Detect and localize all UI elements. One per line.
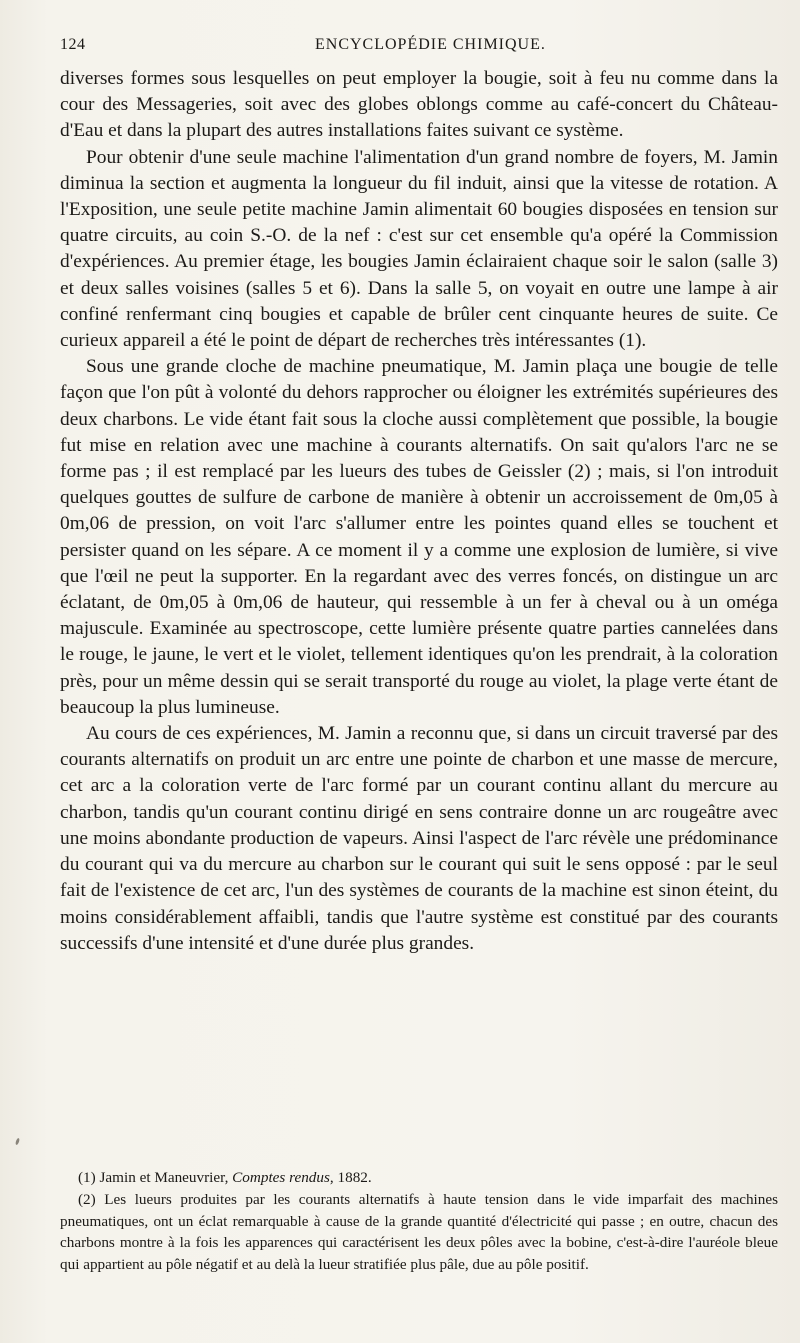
page-header: [60, 36, 772, 58]
footnote-1: [60, 1167, 778, 1189]
footnote-1-prefix: (1) Jamin et Maneuvrier,: [78, 1169, 233, 1186]
paragraph-2: Pour obtenir d'une seule machine l'alimentation d'un grand nombre de foyers, M. Jamin diminua la section et augmenta la longueur du fil induit, ainsi que la vitesse de rotation. A l'Exposition, une seule petite machine Jamin alimentait 60 bougies disposées en tension sur quatre circuits, au coin S.-O. de la nef : c'est sur cet ensemble qu'a opéré la Commission d'expériences. Au premier étage, les bougies Jamin éclairaient chaque soir le salon (salle 3) et deux salles voisines (salles 5 et 6). Dans la salle 5, on voyait en outre une lampe à air confiné renfermant cinq bougies et capable de brûler cent cinquante heures de suite. Ce curieux appareil a été le point de départ de recherches très intéressantes (1).: [60, 146, 778, 352]
margin-ink-mark: [15, 1138, 20, 1146]
paragraph-3: Sous une grande cloche de machine pneumatique, M. Jamin plaça une bougie de telle façon que l'on pût à volonté du dehors rapprocher ou éloigner les extrémités supérieures des deux charbons. Le vide étant fait sous la cloche aussi complètement que possible, la bougie fut mise en relation avec une machine à courants alternatifs. On sait qu'alors l'arc ne se forme pas ; il est remplacé par les lueurs des tubes de Geissler (2) ; mais, si l'on introduit quelques gouttes de sulfure de carbone de manière à obtenir un accroissement de 0m,05 à 0m,06 de pression, on voit l'arc s'allumer entre les pointes quand elles se touchent et persister quand on les sépare. A ce moment il y a comme une explosion de lumière, si vive que l'œil ne peut la supporter. En la regardant avec des verres foncés, on distingue un arc éclatant, de 0m,05 à 0m,06 de hauteur, qui ressemble à un fer à cheval ou à un oméga majuscule. Examinée au spectroscope, cette lumière présente quatre parties cannelées dans le rouge, le jaune, le vert et le violet, tellement identiques qu'on les prendrait, à la coloration près, pour un même dessin qui se serait transporté du rouge au violet, la plage verte étant de beaucoup la plus lumineuse.: [60, 356, 778, 718]
footnote-2: (2) Les lueurs produites par les courants alternatifs à haute tension dans le vide imparfait des machines pneumatiques, ont un éclat remarquable à cause de la grande quantité d'électricité qui passe ; en outre, chacun des charbons montre à la fois les apparences qui caractérisent les deux pôles avec la bobine, c'est-à-dire l'auréole bleue qui appartient au pôle négatif et au delà la lueur stratifiée plus pâle, due au pôle positif.: [60, 1190, 778, 1274]
footnote-1-suffix: , 1882.: [329, 1169, 372, 1186]
footnotes: [60, 1167, 778, 1276]
running-head: ENCYCLOPÉDIE CHIMIQUE.: [315, 36, 546, 53]
paragraph-1: diverses formes sous lesquelles on peut employer la bougie, soit à feu nu comme dans la cour des Messageries, soit avec des globes oblongs comme au café-concert du Château-d'Eau et dans la plupart des autres installations faites suivant ce système.: [60, 68, 778, 142]
body-text: [60, 66, 778, 957]
paragraph-4: Au cours de ces expériences, M. Jamin a reconnu que, si dans un circuit traversé par des courants alternatifs on produit un arc entre une pointe de charbon et une masse de mercure, cet arc a la coloration verte de l'arc formé par un courant continu allant du mercure au charbon, tandis qu'un courant continu dirigé en sens contraire donne un arc rougeâtre avec une moins abondante production de vapeurs. Ainsi l'aspect de l'arc révèle une prédominance du courant qui va du mercure au charbon sur le courant qui suit le sens opposé : par le seul fait de l'existence de cet arc, l'un des systèmes de courants de la machine est sinon éteint, du moins considérablement affaibli, tandis que l'autre système est constitué par des courants successifs d'une intensité et d'une durée plus grandes.: [60, 723, 778, 954]
page-number: 124: [60, 36, 86, 53]
footnote-1-title: Comptes rendus: [232, 1169, 330, 1186]
